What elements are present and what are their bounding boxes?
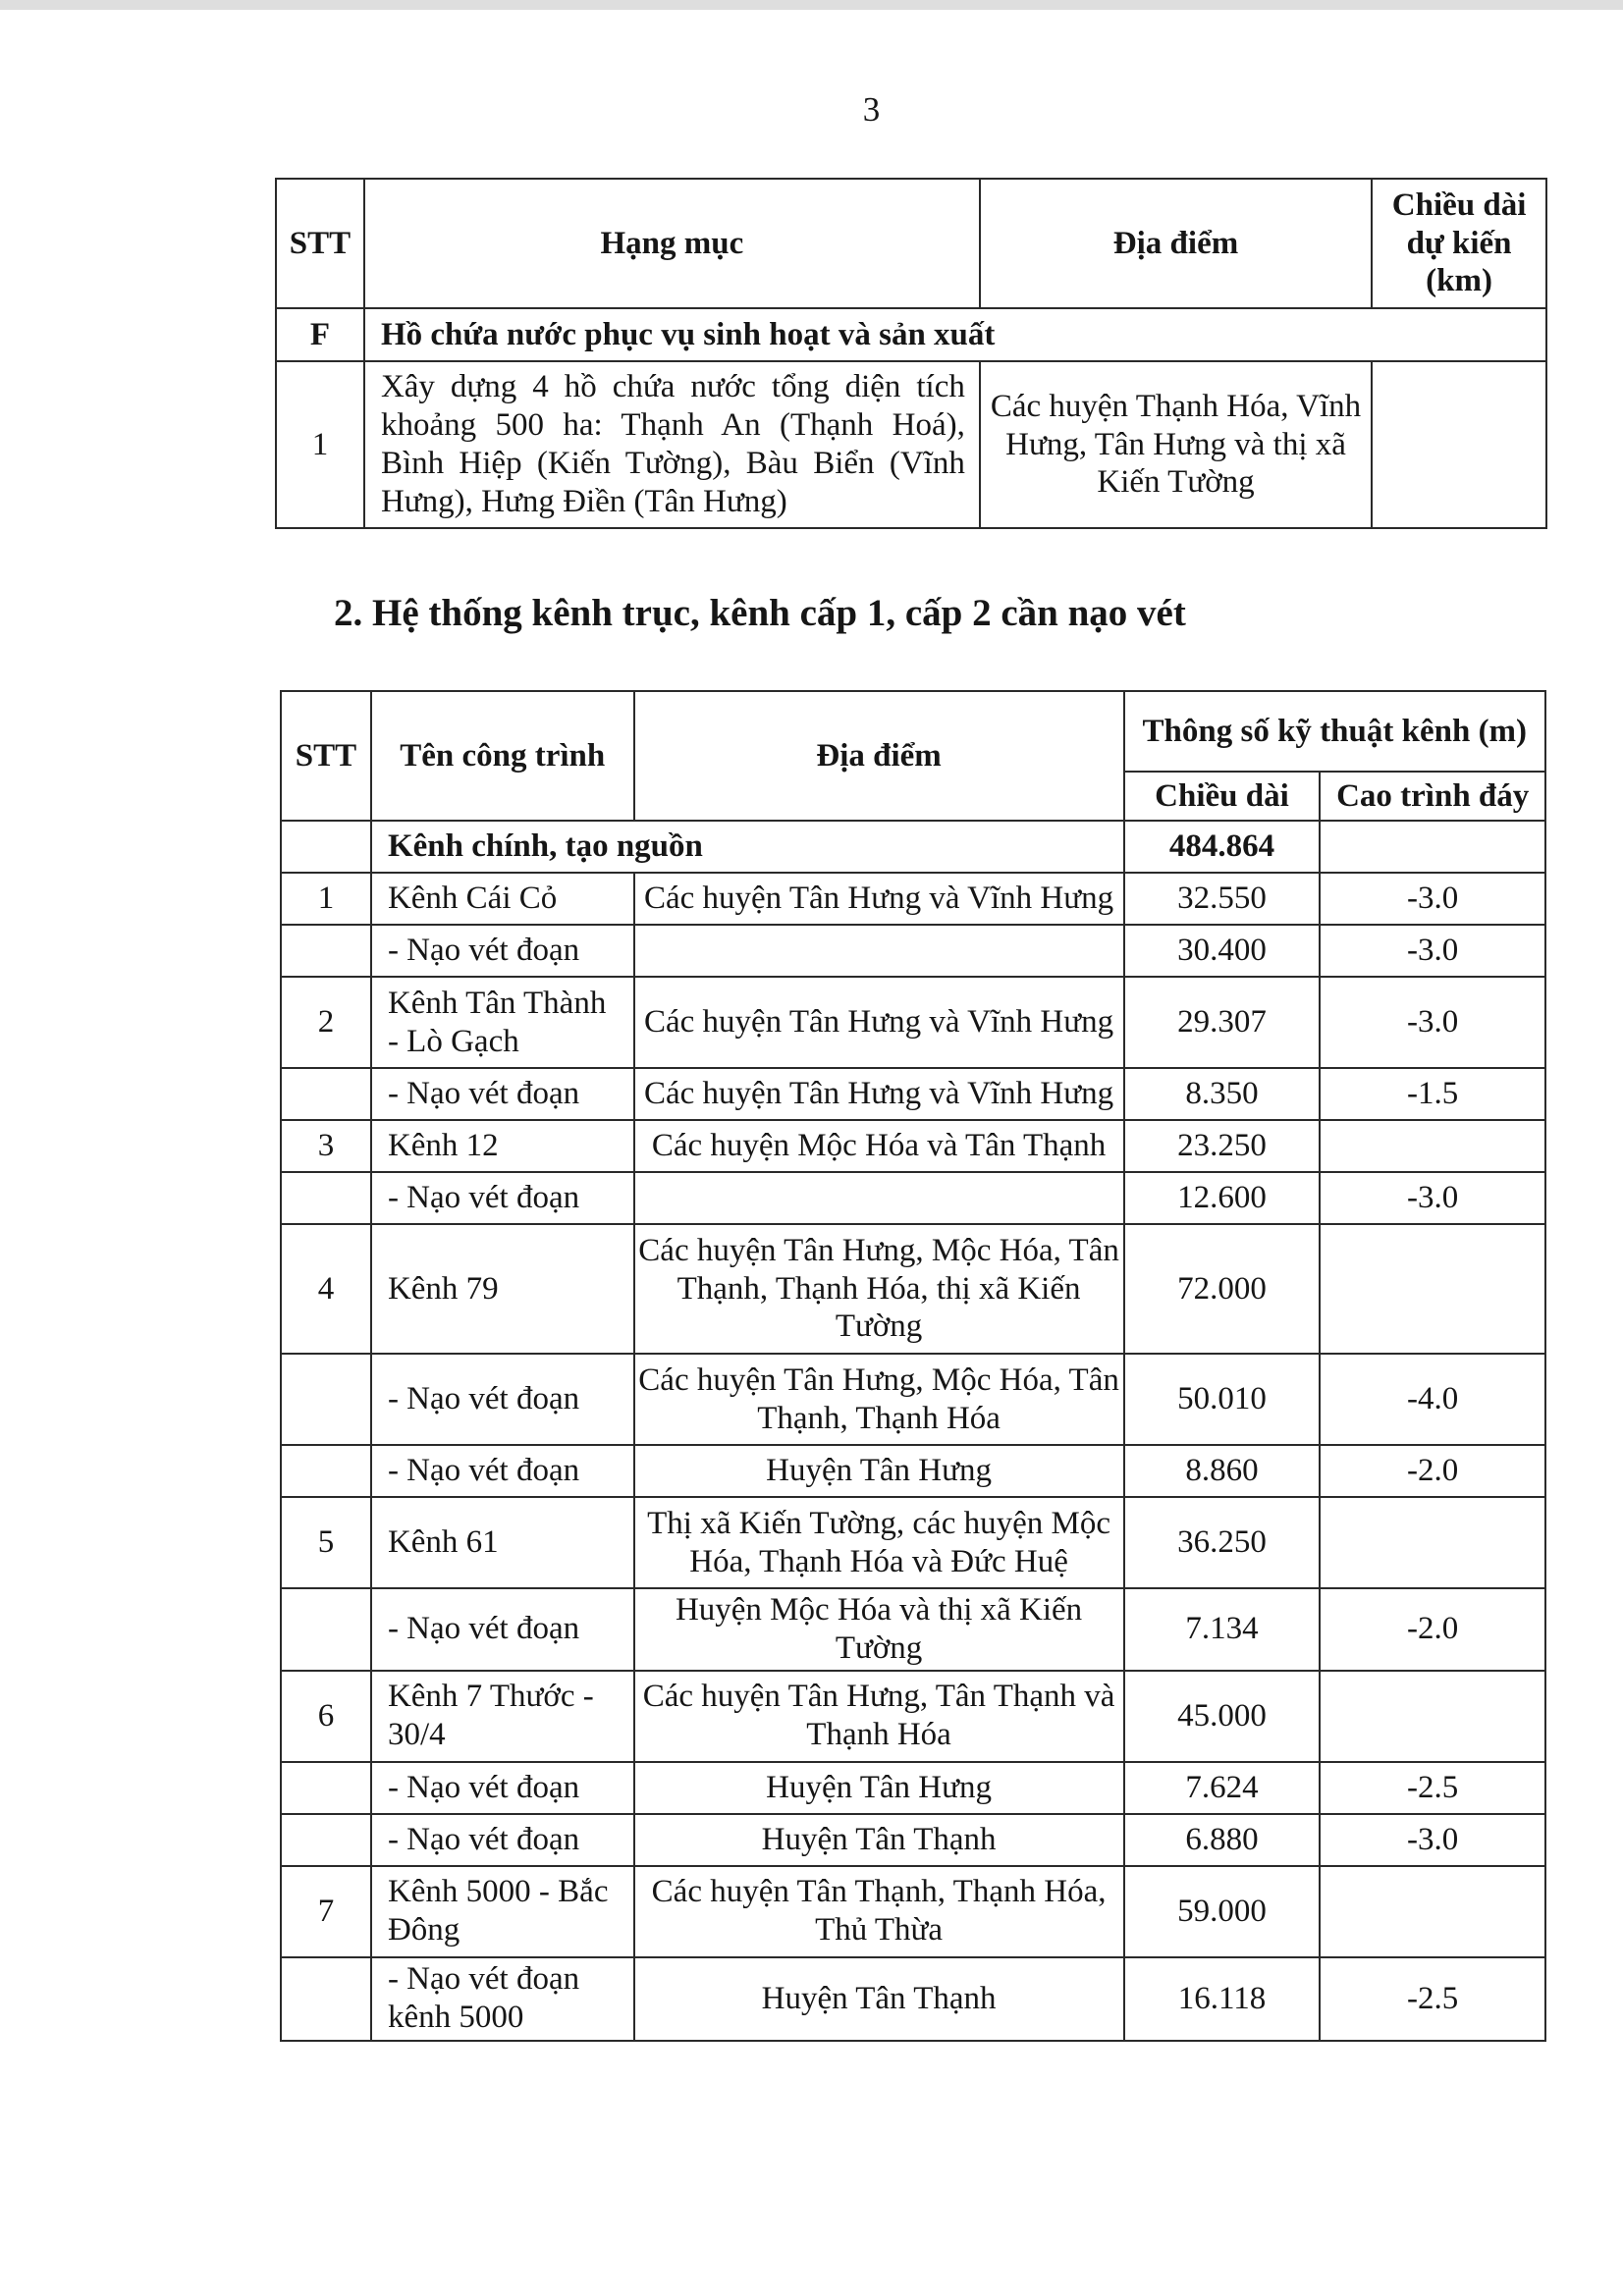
table-row [281,925,1545,977]
ten-cell: - Nạo vét đoạn [371,1814,634,1866]
stt-cell [281,1445,371,1497]
table1-section-title: Hồ chứa nước phục vụ sinh hoạt và sản xuất [364,308,1546,361]
table-row [281,1497,1545,1588]
chieu-dai-cell: 7.624 [1124,1762,1321,1814]
section-2-title: 2. Hệ thống kênh trục, kênh cấp 1, cấp 2 cần nạo vét [334,592,1186,634]
stt-cell [281,1762,371,1814]
reservoir-table [275,178,1547,529]
table-row [281,1172,1545,1224]
table2-group-cao-trinh [1320,821,1545,873]
dia-diem-cell: Các huyện Tân Hưng và Vĩnh Hưng [634,873,1124,925]
dia-diem-cell: Các huyện Tân Hưng, Tân Thạnh và Thạnh Hóa [634,1671,1124,1762]
chieu-dai-cell: 50.010 [1124,1354,1321,1445]
table1-header-hang-muc: Hạng mục [364,179,980,308]
table-row [281,1120,1545,1172]
table2-group-chieu-dai: 484.864 [1124,821,1321,873]
dia-diem-cell: Huyện Mộc Hóa và thị xã Kiến Tường [634,1588,1124,1671]
cao-trinh-cell: -3.0 [1320,977,1545,1068]
table2-group-stt [281,821,371,873]
table2-header-cao-trinh: Cao trình đáy [1320,772,1545,821]
table1-section-row [276,308,1546,361]
chieu-dai-cell: 6.880 [1124,1814,1321,1866]
cao-trinh-cell: -4.0 [1320,1354,1545,1445]
dia-diem-cell: Huyện Tân Hưng [634,1762,1124,1814]
dia-diem-cell [634,925,1124,977]
table-row [281,1671,1545,1762]
chieu-dai-cell: 32.550 [1124,873,1321,925]
stt-cell: 5 [281,1497,371,1588]
ten-cell: Kênh 5000 - Bắc Đông [371,1866,634,1957]
table2-group-title: Kênh chính, tạo nguồn [371,821,1124,873]
cao-trinh-cell [1320,1120,1545,1172]
dia-diem-cell: Huyện Tân Hưng [634,1445,1124,1497]
table-row [281,1957,1545,2041]
table-row [281,1354,1545,1445]
table2-group-row [281,821,1545,873]
table1-header-stt: STT [276,179,364,308]
chieu-dai-cell: 45.000 [1124,1671,1321,1762]
table-row [276,361,1546,528]
cao-trinh-cell: -2.5 [1320,1957,1545,2041]
page-number: 3 [862,90,881,129]
table1-row-hang-muc: Xây dựng 4 hồ chứa nước tổng diện tích khoảng 500 ha: Thạnh An (Thạnh Hoá), Bình Hiệp (Kiến Tường), Bàu Biển (Vĩnh Hưng), Hưng Điền (Tân Hưng) [364,361,980,528]
cao-trinh-cell [1320,1224,1545,1354]
stt-cell: 4 [281,1224,371,1354]
stt-cell [281,1172,371,1224]
table1-row-chieu-dai [1372,361,1546,528]
table2-header-stt: STT [281,691,371,821]
ten-cell: - Nạo vét đoạn [371,1588,634,1671]
ten-cell: Kênh 12 [371,1120,634,1172]
ten-cell: - Nạo vét đoạn [371,1445,634,1497]
table1-row-dia-diem: Các huyện Thạnh Hóa, Vĩnh Hưng, Tân Hưng và thị xã Kiến Tường [980,361,1372,528]
table-row [281,977,1545,1068]
cao-trinh-cell: -2.0 [1320,1445,1545,1497]
table1-row-stt: 1 [276,361,364,528]
ten-cell: Kênh Tân Thành - Lò Gạch [371,977,634,1068]
stt-cell [281,1068,371,1120]
ten-cell: Kênh 79 [371,1224,634,1354]
table1-header-row [276,179,1546,308]
chieu-dai-cell: 72.000 [1124,1224,1321,1354]
chieu-dai-cell: 36.250 [1124,1497,1321,1588]
ten-cell: Kênh Cái Cỏ [371,873,634,925]
table2-header-row-1 [281,691,1545,772]
chieu-dai-cell: 12.600 [1124,1172,1321,1224]
table1-header-dia-diem: Địa điểm [980,179,1372,308]
table-row [281,1866,1545,1957]
dia-diem-cell [634,1172,1124,1224]
chieu-dai-cell: 29.307 [1124,977,1321,1068]
dia-diem-cell: Các huyện Tân Hưng và Vĩnh Hưng [634,1068,1124,1120]
chieu-dai-cell: 8.350 [1124,1068,1321,1120]
table-row [281,1762,1545,1814]
cao-trinh-cell: -3.0 [1320,1172,1545,1224]
dia-diem-cell: Huyện Tân Thạnh [634,1957,1124,2041]
cao-trinh-cell: -3.0 [1320,873,1545,925]
cao-trinh-cell: -3.0 [1320,925,1545,977]
cao-trinh-cell [1320,1497,1545,1588]
table2-header-dia-diem: Địa điểm [634,691,1124,821]
table1-header-chieu-dai: Chiều dài dự kiến (km) [1372,179,1546,308]
dia-diem-cell: Thị xã Kiến Tường, các huyện Mộc Hóa, Thạnh Hóa và Đức Huệ [634,1497,1124,1588]
cao-trinh-cell: -2.5 [1320,1762,1545,1814]
chieu-dai-cell: 16.118 [1124,1957,1321,2041]
stt-cell: 6 [281,1671,371,1762]
stt-cell: 3 [281,1120,371,1172]
chieu-dai-cell: 23.250 [1124,1120,1321,1172]
table1-section-stt: F [276,308,364,361]
stt-cell [281,1814,371,1866]
chieu-dai-cell: 59.000 [1124,1866,1321,1957]
chieu-dai-cell: 7.134 [1124,1588,1321,1671]
table-row [281,873,1545,925]
table-row [281,1224,1545,1354]
table-row [281,1588,1545,1671]
ten-cell: - Nạo vét đoạn [371,925,634,977]
table2-header-thong-so: Thông số kỹ thuật kênh (m) [1124,691,1545,772]
chieu-dai-cell: 8.860 [1124,1445,1321,1497]
ten-cell: - Nạo vét đoạn [371,1762,634,1814]
stt-cell: 1 [281,873,371,925]
cao-trinh-cell [1320,1671,1545,1762]
stt-cell [281,925,371,977]
ten-cell: - Nạo vét đoạn [371,1172,634,1224]
dia-diem-cell: Huyện Tân Thạnh [634,1814,1124,1866]
table-row [281,1068,1545,1120]
stt-cell: 7 [281,1866,371,1957]
cao-trinh-cell: -2.0 [1320,1588,1545,1671]
dia-diem-cell: Các huyện Tân Hưng và Vĩnh Hưng [634,977,1124,1068]
scan-top-edge [0,0,1623,10]
stt-cell [281,1354,371,1445]
ten-cell: - Nạo vét đoạn kênh 5000 [371,1957,634,2041]
ten-cell: - Nạo vét đoạn [371,1068,634,1120]
cao-trinh-cell [1320,1866,1545,1957]
stt-cell: 2 [281,977,371,1068]
cao-trinh-cell: -1.5 [1320,1068,1545,1120]
table-row [281,1445,1545,1497]
chieu-dai-cell: 30.400 [1124,925,1321,977]
cao-trinh-cell: -3.0 [1320,1814,1545,1866]
stt-cell [281,1957,371,2041]
stt-cell [281,1588,371,1671]
table2-header-chieu-dai: Chiều dài [1124,772,1321,821]
dia-diem-cell: Các huyện Tân Thạnh, Thạnh Hóa, Thủ Thừa [634,1866,1124,1957]
table-row [281,1814,1545,1866]
ten-cell: Kênh 61 [371,1497,634,1588]
ten-cell: Kênh 7 Thước - 30/4 [371,1671,634,1762]
dia-diem-cell: Các huyện Tân Hưng, Mộc Hóa, Tân Thạnh, Thạnh Hóa [634,1354,1124,1445]
table2-header-ten-cong-trinh: Tên công trình [371,691,634,821]
canal-dredging-table [280,690,1546,2042]
dia-diem-cell: Các huyện Mộc Hóa và Tân Thạnh [634,1120,1124,1172]
dia-diem-cell: Các huyện Tân Hưng, Mộc Hóa, Tân Thạnh, Thạnh Hóa, thị xã Kiến Tường [634,1224,1124,1354]
ten-cell: - Nạo vét đoạn [371,1354,634,1445]
